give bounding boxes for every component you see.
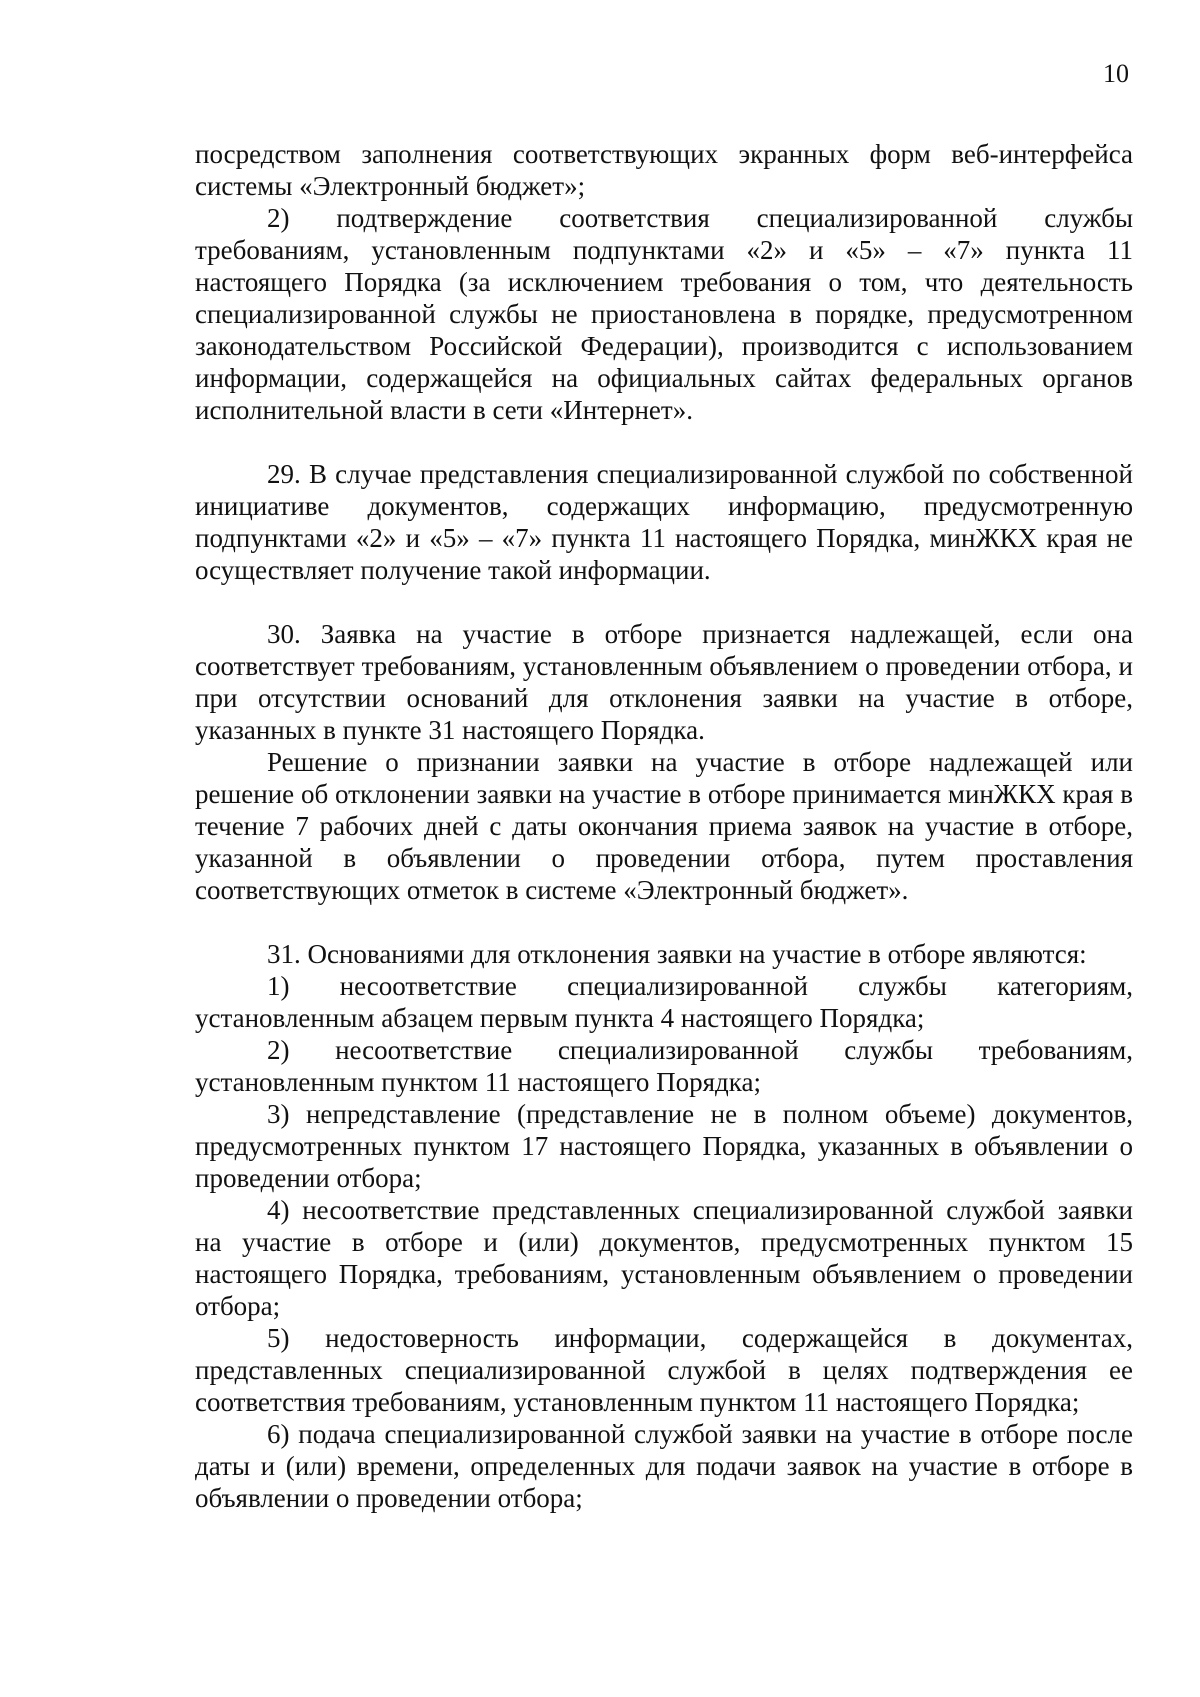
paragraph-31-item-3: 3) непредставление (представление не в полном объеме) документов, предусмотренных пунктом 17 настоящего Порядка, указанных в объявлении о проведении отбора; bbox=[195, 1099, 1133, 1193]
paragraph-29: 29. В случае представления специализированной службой по собственной инициативе документов, содержащих информацию, предусмотренную подпунктами «2» и «5» – «7» пункта 11 настоящего Порядка, минЖКХ края не осуществляет получение такой информации. bbox=[195, 459, 1133, 585]
paragraph-31-item-5: 5) недостоверность информации, содержащейся в документах, представленных специализированной службой в целях подтверждения ее соответствия требованиям, установленным пунктом 11 настоящего Порядка; bbox=[195, 1323, 1133, 1417]
paragraph-31-item-4: 4) несоответствие представленных специализированной службой заявки на участие в отборе и (или) документов, предусмотренных пунктом 15 настоящего Порядка, требованиям, установленным объявлением о проведении отбора; bbox=[195, 1195, 1133, 1321]
page-number: 10 bbox=[1103, 59, 1129, 88]
paragraph-continuation: посредством заполнения соответствующих экранных форм веб-интерфейса системы «Электронный бюджет»; bbox=[195, 139, 1133, 201]
paragraph-31-item-1: 1) несоответствие специализированной службы категориям, установленным абзацем первым пункта 4 настоящего Порядка; bbox=[195, 971, 1133, 1033]
document-body bbox=[195, 138, 1133, 1514]
paragraph-31-item-2: 2) несоответствие специализированной службы требованиям, установленным пунктом 11 настоящего Порядка; bbox=[195, 1035, 1133, 1097]
paragraph-item-2-confirmation: 2) подтверждение соответствия специализированной службы требованиям, установленным подпунктами «2» и «5» – «7» пункта 11 настоящего Порядка (за исключением требования о том, что деятельность специализированной службы не приостановлена в порядке, предусмотренном законодательством Российской Федерации), производится с использованием информации, содержащейся на официальных сайтах федеральных органов исполнительной власти в сети «Интернет». bbox=[195, 203, 1133, 425]
paragraph-31: 31. Основаниями для отклонения заявки на участие в отборе являются: bbox=[267, 939, 1087, 969]
paragraph-31-item-6: 6) подача специализированной службой заявки на участие в отборе после даты и (или) времени, определенных для подачи заявок на участие в отборе в объявлении о проведении отбора; bbox=[195, 1419, 1133, 1513]
paragraph-30: 30. Заявка на участие в отборе признается надлежащей, если она соответствует требованиям, установленным объявлением о проведении отбора, и при отсутствии оснований для отклонения заявки на участие в отборе, указанных в пункте 31 настоящего Порядка. bbox=[195, 619, 1133, 745]
paragraph-30-decision: Решение о признании заявки на участие в отборе надлежащей или решение об отклонении заявки на участие в отборе принимается минЖКХ края в течение 7 рабочих дней с даты окончания приема заявок на участие в отборе, указанной в объявлении о проведении отбора, путем проставления соответствующих отметок в системе «Электронный бюджет». bbox=[195, 747, 1133, 905]
